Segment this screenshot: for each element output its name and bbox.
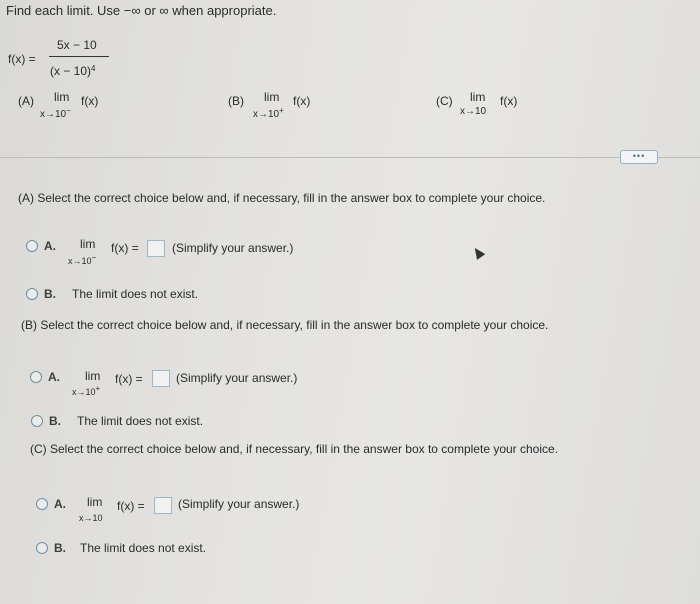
section-c-choice-a-radio[interactable] [36, 498, 48, 510]
fraction-bar [49, 56, 109, 57]
section-c-choice-b-text: The limit does not exist. [80, 541, 207, 555]
part-c-fx: f(x) [500, 94, 518, 108]
section-c-choice-a-hint: (Simplify your answer.) [178, 497, 300, 511]
section-divider [0, 157, 700, 158]
section-a-choice-b-text: The limit does not exist. [72, 287, 199, 301]
function-exponent: 4 [91, 64, 96, 73]
section-b-prompt: (B) Select the correct choice below and, if necessary, fill in the answer box to complete your choice. [21, 318, 549, 332]
section-b-choice-a-sub: x→10+ [72, 384, 101, 397]
function-lhs: f(x) = [8, 52, 36, 66]
instruction-text: Find each limit. Use −∞ or ∞ when appropriate. [6, 3, 277, 18]
section-c-choice-b-letter: B. [54, 541, 66, 555]
part-b-sub: x→10+ [253, 106, 284, 120]
section-c-choice-a-letter: A. [54, 497, 66, 511]
section-a-choice-b-letter: B. [44, 287, 56, 301]
part-b-label: (B) [228, 94, 244, 108]
part-a-fx: f(x) [81, 94, 99, 108]
mouse-cursor-icon [471, 245, 486, 260]
section-a-choice-a-radio[interactable] [26, 240, 38, 252]
section-a-choice-a-sub: x→10− [68, 253, 97, 266]
section-b-choice-b-radio[interactable] [31, 415, 43, 427]
section-a-choice-a-fx: f(x) = [111, 241, 139, 255]
part-b-fx: f(x) [293, 94, 311, 108]
section-c-answer-box[interactable] [154, 497, 172, 514]
section-c-choice-a-fx: f(x) = [117, 499, 145, 513]
section-b-choice-b-text: The limit does not exist. [77, 414, 204, 428]
function-numerator: 5x − 10 [57, 38, 97, 52]
section-c-choice-b-radio[interactable] [36, 542, 48, 554]
section-b-answer-box[interactable] [152, 370, 170, 387]
section-a-choice-a-hint: (Simplify your answer.) [172, 241, 294, 255]
part-c-lim: lim [470, 90, 486, 104]
function-denominator: $(x - 10)^4$ [50, 64, 96, 78]
section-a-choice-b-radio[interactable] [26, 288, 38, 300]
part-a-lim: lim [54, 90, 70, 104]
part-b-lim: lim [264, 90, 280, 104]
section-b-choice-b-letter: B. [49, 414, 61, 428]
part-a-label: (A) [18, 94, 34, 108]
section-b-choice-a-lim: lim [85, 369, 101, 383]
section-b-choice-a-letter: A. [48, 370, 60, 384]
more-options-button[interactable]: ••• [620, 150, 658, 164]
section-a-prompt: (A) Select the correct choice below and, if necessary, fill in the answer box to complete your choice. [18, 191, 546, 205]
section-a-answer-box[interactable] [147, 240, 165, 257]
section-b-choice-a-hint: (Simplify your answer.) [176, 371, 298, 385]
part-c-label: (C) [436, 94, 453, 108]
part-a-sub: x→10− [40, 106, 71, 120]
section-c-choice-a-lim: lim [87, 495, 103, 509]
section-a-choice-a-letter: A. [44, 239, 56, 253]
section-b-choice-a-fx: f(x) = [115, 372, 143, 386]
part-c-sub: x→10 [460, 106, 487, 117]
section-a-choice-a-lim: lim [80, 237, 96, 251]
section-b-choice-a-radio[interactable] [30, 371, 42, 383]
section-c-prompt: (C) Select the correct choice below and, if necessary, fill in the answer box to complete your choice. [30, 442, 559, 456]
section-c-choice-a-sub: x→10 [79, 513, 103, 523]
